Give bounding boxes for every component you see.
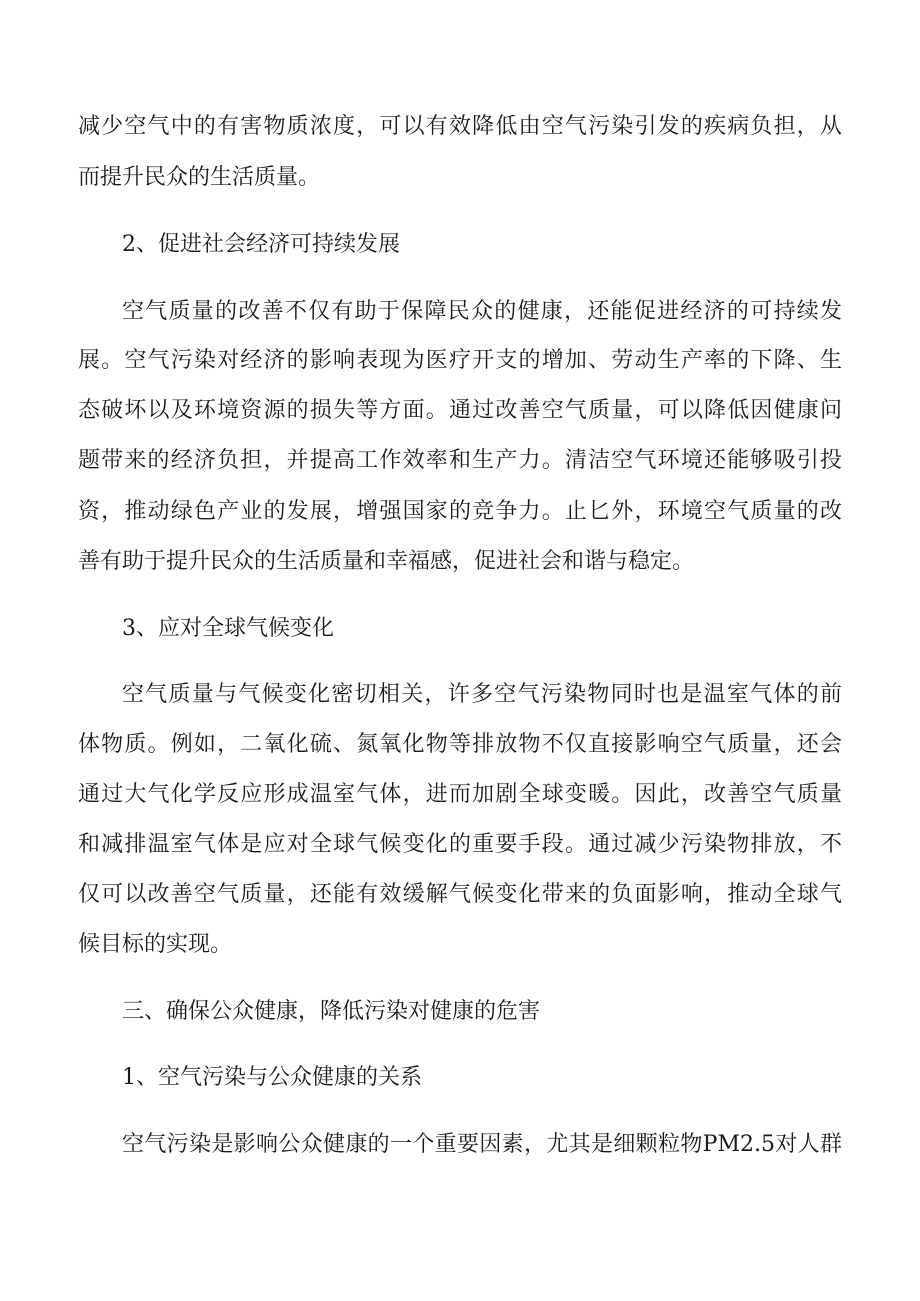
paragraph-line: 善有助于提升民众的生活质量和幸福感，促进社会和谐与稳定。	[78, 549, 695, 574]
paragraph-line: 态破坏以及环境资源的损失等方面。通过改善空气质量，可以降低因健康问	[78, 398, 842, 423]
paragraph-line: 资，推动绿色产业的发展，增强国家的竞争力。止匕外，环境空气质量的改	[78, 499, 842, 524]
paragraph-line: 减少空气中的有害物质浓度，可以有效降低由空气污染引发的疾病负担，从	[78, 114, 842, 139]
paragraph-line: 和减排温室气体是应对全球气候变化的重要手段。通过减少污染物排放，不	[78, 832, 842, 857]
paragraph-line: 而提升民众的生活质量。	[78, 165, 321, 190]
paragraph-line: 空气质量的改善不仅有助于保障民众的健康，还能促进经济的可持续发	[122, 299, 842, 324]
section-heading: 1、空气污染与公众健康的关系	[122, 1065, 422, 1090]
paragraph-line: 空气污染是影响公众健康的一个重要因素，尤其是细颗粒物PM2.5对人群	[122, 1132, 842, 1157]
section-heading: 2、促进社会经济可持续发展	[122, 232, 400, 257]
chapter-heading: 三、确保公众健康，降低污染对健康的危害	[122, 999, 541, 1024]
section-heading: 3、应对全球气候变化	[122, 616, 334, 641]
paragraph-line: 体物质。例如，二氧化硫、氮氧化物等排放物不仅直接影响空气质量，还会	[78, 732, 842, 757]
paragraph-line: 展。空气污染对经济的影响表现为医疗开支的增加、劳动生产率的下降、生	[78, 348, 842, 373]
paragraph-line: 候目标的实现。	[78, 932, 233, 957]
paragraph-line: 题带来的经济负担，并提高工作效率和生产力。清洁空气环境还能够吸引投	[78, 448, 842, 473]
paragraph-line: 仅可以改善空气质量，还能有效缓解气候变化带来的负面影响，推动全球气	[78, 882, 842, 907]
paragraph-line: 通过大气化学反应形成温室气体，进而加剧全球变暖。因此，改善空气质量	[78, 782, 842, 807]
paragraph-line: 空气质量与气候变化密切相关，许多空气污染物同时也是温室气体的前	[122, 682, 842, 707]
